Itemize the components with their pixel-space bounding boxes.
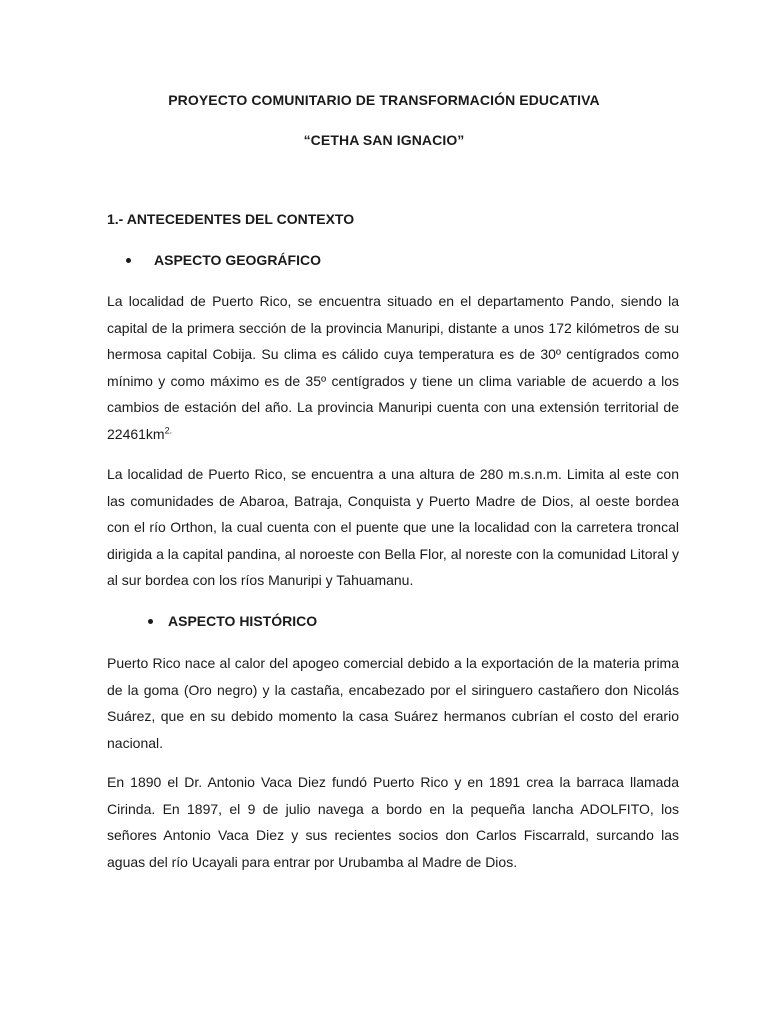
superscript: 2.	[164, 424, 173, 435]
bullet-label: ASPECTO HISTÓRICO	[168, 613, 318, 629]
paragraph-geografico-2: La localidad de Puerto Rico, se encuentra a una altura de 280 m.s.n.m. Limita al este con las comunidades de Abaroa, Batraja, Conquista y Puerto Madre de Dios, al oeste bordea con el río Orthon, la cual cuenta con el puente que une la localidad con la carretera troncal dirigida a la capital pandina, al noroeste con Bella Flor, al noreste con la comunidad Litoral y al sur bordea con los ríos Manuripi y Tahuamanu.	[107, 466, 679, 588]
bullet-dot-icon	[126, 258, 131, 263]
paragraph-text: La localidad de Puerto Rico, se encuentra situado en el departamento Pando, siendo la capital de la primera sección de la provincia Manuripi, distante a unos 172 kilómetros de su hermosa capital Cobija. Su clima es cálido cuya temperatura es de 30º centígrados como mínimo y como máximo es de 35º centígrados y tiene un clima variable de acuerdo a los cambios de estación del año. La provincia Manuripi cuenta con una extensión territorial de 22461km	[107, 293, 679, 442]
document-subtitle: “CETHA SAN IGNACIO”	[303, 132, 465, 148]
bullet-label: ASPECTO GEOGRÁFICO	[154, 252, 321, 268]
bullet-aspecto-historico	[148, 613, 317, 629]
paragraph-geografico-1	[107, 288, 679, 447]
bullet-dot-icon	[148, 619, 153, 624]
document-title: PROYECTO COMUNITARIO DE TRANSFORMACIÓN EDUCATIVA	[168, 92, 600, 108]
paragraph-historico-1: Puerto Rico nace al calor del apogeo comercial debido a la exportación de la materia prima de la goma (Oro negro) y la castaña, encabezado por el siringuero castañero don Nicolás Suárez, que en su debido momento la casa Suárez hermanos cubrían el costo del erario nacional.	[107, 655, 679, 751]
section-heading-antecedentes: 1.- ANTECEDENTES DEL CONTEXTO	[107, 211, 355, 227]
paragraph-historico-2: En 1890 el Dr. Antonio Vaca Diez fundó Puerto Rico y en 1891 crea la barraca llamada Cirinda. En 1897, el 9 de julio navega a bordo en la pequeña lancha ADOLFITO, los señores Antonio Vaca Diez y sus recientes socios don Carlos Fiscarrald, surcando las aguas del río Ucayali para entrar por Urubamba al Madre de Dios.	[107, 774, 679, 870]
bullet-aspecto-geografico	[126, 252, 321, 268]
